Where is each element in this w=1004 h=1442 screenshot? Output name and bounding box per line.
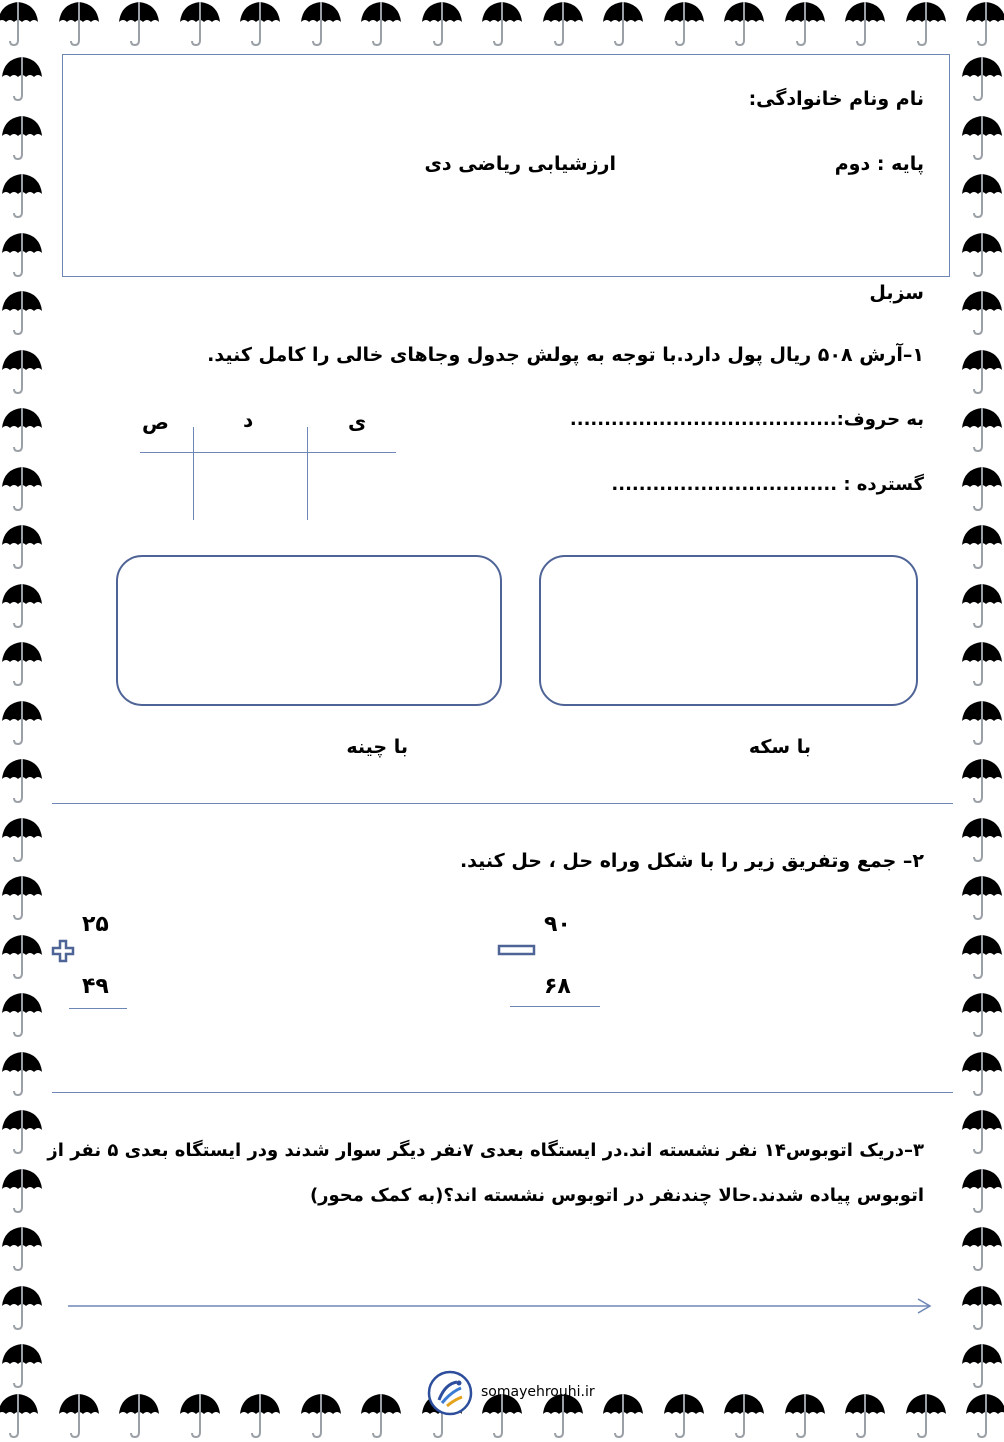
umbrella-icon bbox=[0, 114, 44, 160]
umbrella-icon bbox=[960, 582, 1004, 628]
umbrella-icon bbox=[117, 1392, 161, 1438]
umbrella-icon bbox=[420, 0, 464, 46]
blocks-answer-box[interactable] bbox=[116, 555, 502, 706]
umbrella-icon bbox=[960, 348, 1004, 394]
umbrella-icon bbox=[0, 1050, 44, 1096]
question-3-line-2: اتوبوس پیاده شدند.حالا چندنفر در اتوبوس نشسته اند؟(به کمک محور) bbox=[309, 1185, 924, 1206]
question-3-line-1: ۳–دریک اتوبوس۱۴ نفر نشسته اند.در ایستگاه بعدی ۷نفر دیگر سوار شدند ودر ایستگاه بعدی ۵ نفر از bbox=[47, 1140, 924, 1161]
table-divider-1 bbox=[193, 427, 194, 520]
umbrella-icon bbox=[0, 465, 44, 511]
section-divider-2 bbox=[52, 1092, 953, 1093]
umbrella-icon bbox=[960, 1284, 1004, 1330]
left-umbrella-border bbox=[0, 0, 44, 1439]
tens-header: د bbox=[243, 408, 254, 432]
umbrella-icon bbox=[960, 874, 1004, 920]
umbrella-icon bbox=[541, 0, 585, 46]
umbrella-icon bbox=[0, 816, 44, 862]
umbrella-icon bbox=[904, 0, 948, 46]
umbrella-icon bbox=[0, 1342, 44, 1388]
blocks-box-label: با چینه bbox=[346, 736, 408, 758]
umbrella-icon bbox=[960, 1108, 1004, 1154]
umbrella-icon bbox=[960, 465, 1004, 511]
umbrella-icon bbox=[0, 699, 44, 745]
expanded-form-field[interactable]: گسترده : ................................. bbox=[611, 474, 924, 495]
umbrella-icon bbox=[57, 1392, 101, 1438]
umbrella-icon bbox=[960, 1167, 1004, 1213]
umbrella-icon bbox=[0, 406, 44, 452]
website-link[interactable]: somayehrouhi.ir bbox=[481, 1384, 595, 1400]
number-line-arrow[interactable] bbox=[66, 1296, 938, 1316]
umbrella-icon bbox=[960, 172, 1004, 218]
right-umbrella-border bbox=[960, 0, 1004, 1439]
umbrella-icon bbox=[843, 1392, 887, 1438]
umbrella-icon bbox=[843, 0, 887, 46]
grade-label: پایه : دوم bbox=[834, 153, 924, 175]
exam-title: ارزشیابی ریاضی دی bbox=[424, 153, 616, 175]
umbrella-icon bbox=[960, 933, 1004, 979]
umbrella-icon bbox=[0, 1167, 44, 1213]
site-logo-icon bbox=[427, 1370, 473, 1416]
umbrella-icon bbox=[359, 0, 403, 46]
umbrella-icon bbox=[359, 1392, 403, 1438]
subtraction-bottom-number: ۶۸ bbox=[544, 974, 571, 999]
umbrella-icon bbox=[904, 1392, 948, 1438]
umbrella-icon bbox=[662, 1392, 706, 1438]
grade-level-text: سزبل bbox=[869, 282, 924, 304]
subtraction-answer-line bbox=[510, 1006, 600, 1007]
umbrella-icon bbox=[0, 640, 44, 686]
umbrella-icon bbox=[480, 0, 524, 46]
umbrella-icon bbox=[960, 1225, 1004, 1271]
umbrella-icon bbox=[178, 0, 222, 46]
coins-box-label: با سکه bbox=[748, 736, 811, 758]
umbrella-icon bbox=[960, 289, 1004, 335]
umbrella-icon bbox=[601, 0, 645, 46]
name-field-label: نام ونام خانوادگی: bbox=[748, 88, 924, 110]
addition-answer-line bbox=[69, 1008, 127, 1009]
umbrella-icon bbox=[960, 640, 1004, 686]
plus-icon bbox=[50, 939, 76, 963]
umbrella-icon bbox=[960, 1342, 1004, 1388]
umbrella-icon bbox=[0, 172, 44, 218]
umbrella-icon bbox=[601, 1392, 645, 1438]
umbrella-icon bbox=[960, 991, 1004, 1037]
umbrella-icon bbox=[960, 757, 1004, 803]
umbrella-icon bbox=[960, 1050, 1004, 1096]
umbrella-icon bbox=[960, 55, 1004, 101]
umbrella-icon bbox=[783, 1392, 827, 1438]
umbrella-icon bbox=[238, 0, 282, 46]
umbrella-icon bbox=[178, 1392, 222, 1438]
addition-top-number: ۲۵ bbox=[82, 912, 109, 937]
umbrella-icon bbox=[0, 348, 44, 394]
umbrella-icon bbox=[0, 289, 44, 335]
umbrella-icon bbox=[57, 0, 101, 46]
top-umbrella-border bbox=[0, 0, 1004, 50]
umbrella-icon bbox=[960, 699, 1004, 745]
umbrella-icon bbox=[299, 1392, 343, 1438]
umbrella-icon bbox=[0, 523, 44, 569]
umbrella-icon bbox=[0, 55, 44, 101]
umbrella-icon bbox=[783, 0, 827, 46]
umbrella-icon bbox=[0, 1284, 44, 1330]
minus-icon bbox=[497, 943, 537, 957]
addition-bottom-number: ۴۹ bbox=[82, 974, 109, 999]
section-divider-1 bbox=[52, 803, 953, 804]
umbrella-icon bbox=[662, 0, 706, 46]
in-words-field[interactable]: به حروف:....................................... bbox=[569, 409, 924, 430]
umbrella-icon bbox=[0, 1108, 44, 1154]
umbrella-icon bbox=[238, 1392, 282, 1438]
coins-answer-box[interactable] bbox=[539, 555, 918, 706]
umbrella-icon bbox=[299, 0, 343, 46]
umbrella-icon bbox=[960, 231, 1004, 277]
hundreds-header: ص bbox=[142, 410, 169, 434]
umbrella-icon bbox=[0, 1225, 44, 1271]
umbrella-icon bbox=[960, 406, 1004, 452]
question-1-text: ۱–آرش ۵۰۸ ریال پول دارد.با توجه به پولش جدول وجاهای خالی را کامل کنید. bbox=[207, 344, 924, 366]
umbrella-icon bbox=[0, 874, 44, 920]
umbrella-icon bbox=[0, 582, 44, 628]
umbrella-icon bbox=[722, 0, 766, 46]
umbrella-icon bbox=[960, 114, 1004, 160]
table-divider-2 bbox=[307, 427, 308, 520]
table-header-line bbox=[140, 452, 396, 453]
umbrella-icon bbox=[117, 0, 161, 46]
umbrella-icon bbox=[0, 231, 44, 277]
umbrella-icon bbox=[0, 991, 44, 1037]
umbrella-icon bbox=[0, 933, 44, 979]
umbrella-icon bbox=[960, 523, 1004, 569]
umbrella-icon bbox=[960, 816, 1004, 862]
question-2-text: ۲– جمع وتفریق زیر را با شکل وراه حل ، حل کنید. bbox=[459, 850, 924, 872]
subtraction-top-number: ۹۰ bbox=[544, 912, 571, 937]
ones-header: ی bbox=[348, 410, 367, 434]
umbrella-icon bbox=[0, 757, 44, 803]
umbrella-icon bbox=[722, 1392, 766, 1438]
